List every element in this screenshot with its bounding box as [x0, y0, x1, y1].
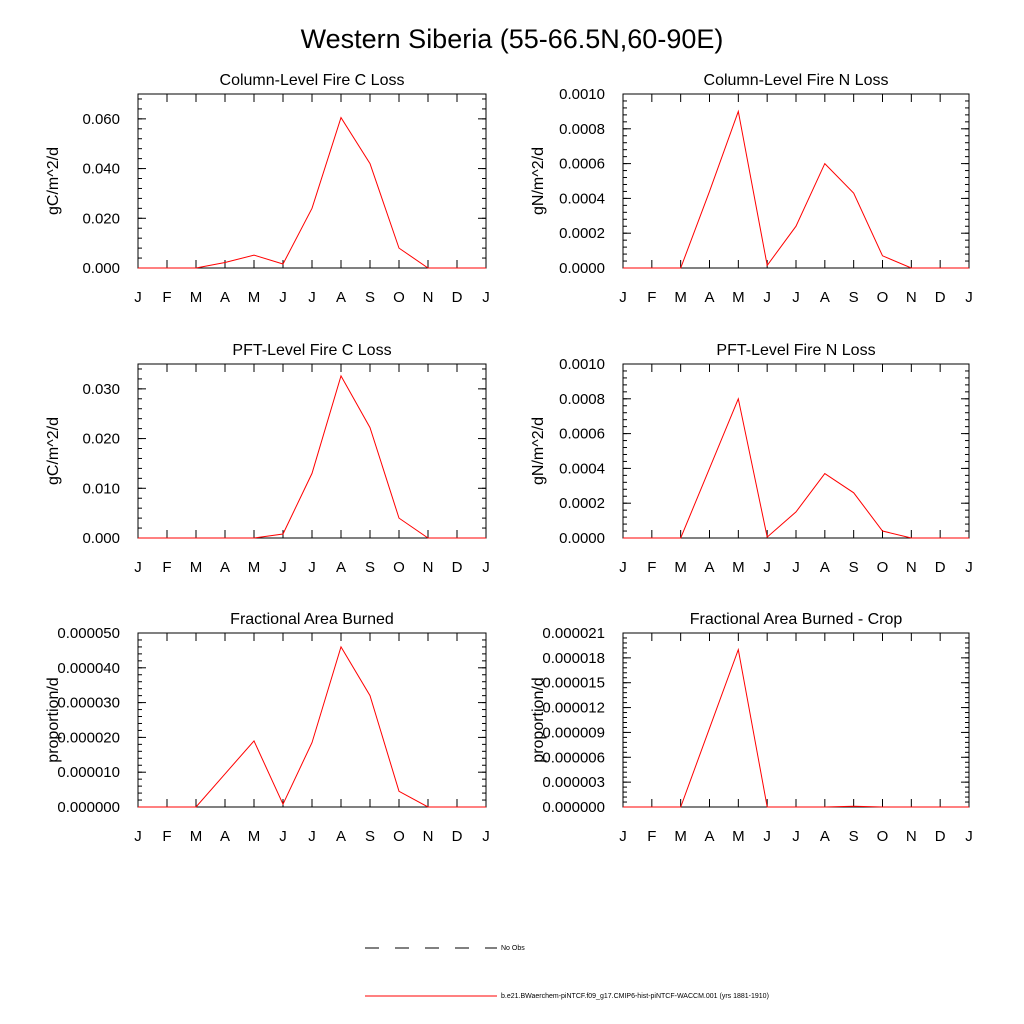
panel-title: Fractional Area Burned [230, 611, 394, 628]
y-tick-label: 0.0006 [559, 155, 605, 173]
y-tick-label: 0.0008 [559, 390, 605, 408]
y-tick-label: 0.000030 [57, 694, 120, 712]
x-tick-label: J [619, 828, 627, 845]
y-tick-label: 0.0010 [559, 356, 605, 373]
panel-title: PFT-Level Fire N Loss [716, 342, 876, 359]
x-tick-label: J [134, 828, 142, 845]
x-tick-label: O [393, 559, 405, 576]
x-tick-label: N [905, 828, 917, 845]
legend-label-no-obs: No Obs [501, 945, 525, 952]
y-tick-label: 0.0002 [559, 495, 605, 513]
x-tick-label: J [792, 559, 800, 576]
y-tick-label: 0.040 [82, 160, 120, 178]
y-tick-label: 0.000003 [542, 774, 605, 792]
x-tick-label: A [335, 828, 347, 845]
y-tick-label: 0.030 [82, 380, 120, 398]
x-tick-label: J [965, 828, 973, 845]
y-tick-label: 0.020 [82, 210, 120, 228]
y-axis-label: gC/m^2/d [45, 417, 62, 485]
x-tick-label: S [364, 559, 376, 576]
x-tick-label: A [819, 289, 830, 306]
plot-frame [623, 633, 969, 807]
series-line [138, 647, 486, 807]
x-tick-label: A [335, 559, 347, 576]
x-tick-label: J [308, 828, 316, 845]
panel-title: Column-Level Fire C Loss [219, 72, 405, 89]
y-tick-label: 0.000015 [542, 674, 605, 692]
x-tick-label: O [876, 289, 889, 306]
y-tick-label: 0.0000 [559, 530, 605, 547]
y-tick-label: 0.000000 [57, 799, 120, 816]
x-tick-label: D [451, 289, 463, 306]
plot-frame [138, 633, 486, 807]
x-tick-label: M [189, 559, 203, 576]
x-tick-label: M [732, 828, 745, 845]
y-tick-label: 0.060 [82, 110, 120, 128]
panels [45, 72, 973, 845]
y-tick-label: 0.0004 [559, 460, 605, 478]
y-tick-label: 0.000009 [542, 724, 605, 742]
x-tick-label: A [219, 289, 231, 306]
x-tick-label: M [732, 289, 745, 306]
y-tick-label: 0.000012 [542, 699, 605, 717]
x-tick-label: S [848, 289, 859, 306]
x-tick-label: D [934, 828, 946, 845]
series-line [623, 650, 969, 807]
x-tick-label: J [763, 559, 771, 576]
x-tick-label: A [819, 559, 830, 576]
panel-title: Column-Level Fire N Loss [703, 72, 889, 89]
y-tick-label: 0.020 [82, 430, 120, 448]
x-tick-label: M [732, 559, 745, 576]
figure-title: Western Siberia (55-66.5N,60-90E) [300, 24, 724, 54]
x-tick-label: J [279, 289, 287, 306]
series-line [138, 118, 486, 268]
x-tick-label: J [763, 828, 771, 845]
x-tick-label: N [422, 559, 434, 576]
x-tick-label: J [134, 289, 142, 306]
x-tick-label: J [279, 559, 287, 576]
x-tick-label: A [219, 828, 231, 845]
plot-frame [138, 364, 486, 538]
y-tick-label: 0.000018 [542, 649, 605, 667]
x-tick-label: F [162, 828, 172, 845]
x-tick-label: J [965, 559, 973, 576]
x-tick-label: M [189, 289, 203, 306]
x-tick-label: A [335, 289, 347, 306]
y-axis-label: proportion/d [45, 677, 62, 763]
x-tick-label: O [393, 289, 405, 306]
panel-title: Fractional Area Burned - Crop [689, 611, 903, 628]
y-tick-label: 0.0000 [559, 260, 605, 277]
x-tick-label: J [482, 559, 490, 576]
y-tick-label: 0.000 [82, 260, 120, 277]
x-tick-label: J [482, 828, 490, 845]
x-tick-label: A [819, 828, 830, 845]
x-tick-label: F [647, 828, 657, 845]
x-tick-label: M [674, 828, 687, 845]
x-tick-label: N [422, 828, 434, 845]
y-axis-label: proportion/d [530, 677, 547, 763]
legend [365, 945, 769, 1000]
x-tick-label: N [422, 289, 434, 306]
x-tick-label: F [162, 289, 172, 306]
x-tick-label: J [308, 289, 316, 306]
x-tick-label: D [934, 289, 946, 306]
y-tick-label: 0.000006 [542, 749, 605, 767]
y-tick-label: 0.0004 [559, 190, 605, 208]
plot-frame [623, 94, 969, 268]
x-tick-label: F [162, 559, 172, 576]
series-line [623, 399, 969, 538]
chart-panel-5 [45, 611, 490, 845]
x-tick-label: M [189, 828, 203, 845]
y-axis-label: gN/m^2/d [530, 417, 547, 485]
x-tick-label: N [905, 289, 917, 306]
y-tick-label: 0.0006 [559, 425, 605, 443]
x-tick-label: J [619, 559, 627, 576]
x-tick-label: D [451, 828, 463, 845]
x-tick-label: A [219, 559, 231, 576]
chart-panel-4 [530, 342, 973, 576]
x-tick-label: O [876, 828, 889, 845]
x-tick-label: S [364, 828, 376, 845]
x-tick-label: F [647, 559, 657, 576]
x-tick-label: S [848, 559, 859, 576]
chart-panel-3 [45, 342, 490, 576]
y-tick-label: 0.000021 [542, 625, 605, 642]
legend-label-model-run: b.e21.BWaerchem-piNTCF.f09_g17.CMIP6-hist-piNTCF-WACCM.001 (yrs 1881-1910) [501, 993, 769, 1000]
panel-title: PFT-Level Fire C Loss [232, 342, 392, 359]
y-tick-label: 0.000010 [57, 764, 120, 782]
x-tick-label: J [619, 289, 627, 306]
x-tick-label: F [647, 289, 657, 306]
x-tick-label: J [279, 828, 287, 845]
y-tick-label: 0.000 [82, 530, 120, 547]
x-tick-label: J [792, 289, 800, 306]
series-line [138, 376, 486, 538]
x-tick-label: M [247, 289, 261, 306]
x-tick-label: A [704, 828, 715, 845]
y-axis-label: gC/m^2/d [45, 147, 62, 215]
x-tick-label: M [247, 559, 261, 576]
x-tick-label: O [393, 828, 405, 845]
x-tick-label: D [934, 559, 946, 576]
x-tick-label: S [364, 289, 376, 306]
plot-frame [138, 94, 486, 268]
y-tick-label: 0.000000 [542, 799, 605, 816]
y-tick-label: 0.0002 [559, 225, 605, 243]
x-tick-label: M [674, 559, 687, 576]
series-line [623, 111, 969, 268]
y-tick-label: 0.000020 [57, 729, 120, 747]
x-tick-label: A [704, 289, 715, 306]
x-tick-label: N [905, 559, 917, 576]
x-tick-label: D [451, 559, 463, 576]
chart-panel-1 [45, 72, 490, 306]
y-tick-label: 0.000050 [57, 625, 120, 642]
x-tick-label: J [134, 559, 142, 576]
x-tick-label: A [704, 559, 715, 576]
x-tick-label: J [792, 828, 800, 845]
x-tick-label: J [763, 289, 771, 306]
x-tick-label: S [848, 828, 859, 845]
x-tick-label: J [308, 559, 316, 576]
x-tick-label: O [876, 559, 889, 576]
x-tick-label: M [674, 289, 687, 306]
y-axis-label: gN/m^2/d [530, 147, 547, 215]
chart-panel-6 [530, 611, 973, 845]
y-tick-label: 0.010 [82, 480, 120, 498]
y-tick-label: 0.0008 [559, 120, 605, 138]
x-tick-label: J [482, 289, 490, 306]
y-tick-label: 0.000040 [57, 659, 120, 677]
x-tick-label: J [965, 289, 973, 306]
x-tick-label: M [247, 828, 261, 845]
chart-panel-2 [530, 72, 973, 306]
y-tick-label: 0.0010 [559, 86, 605, 103]
